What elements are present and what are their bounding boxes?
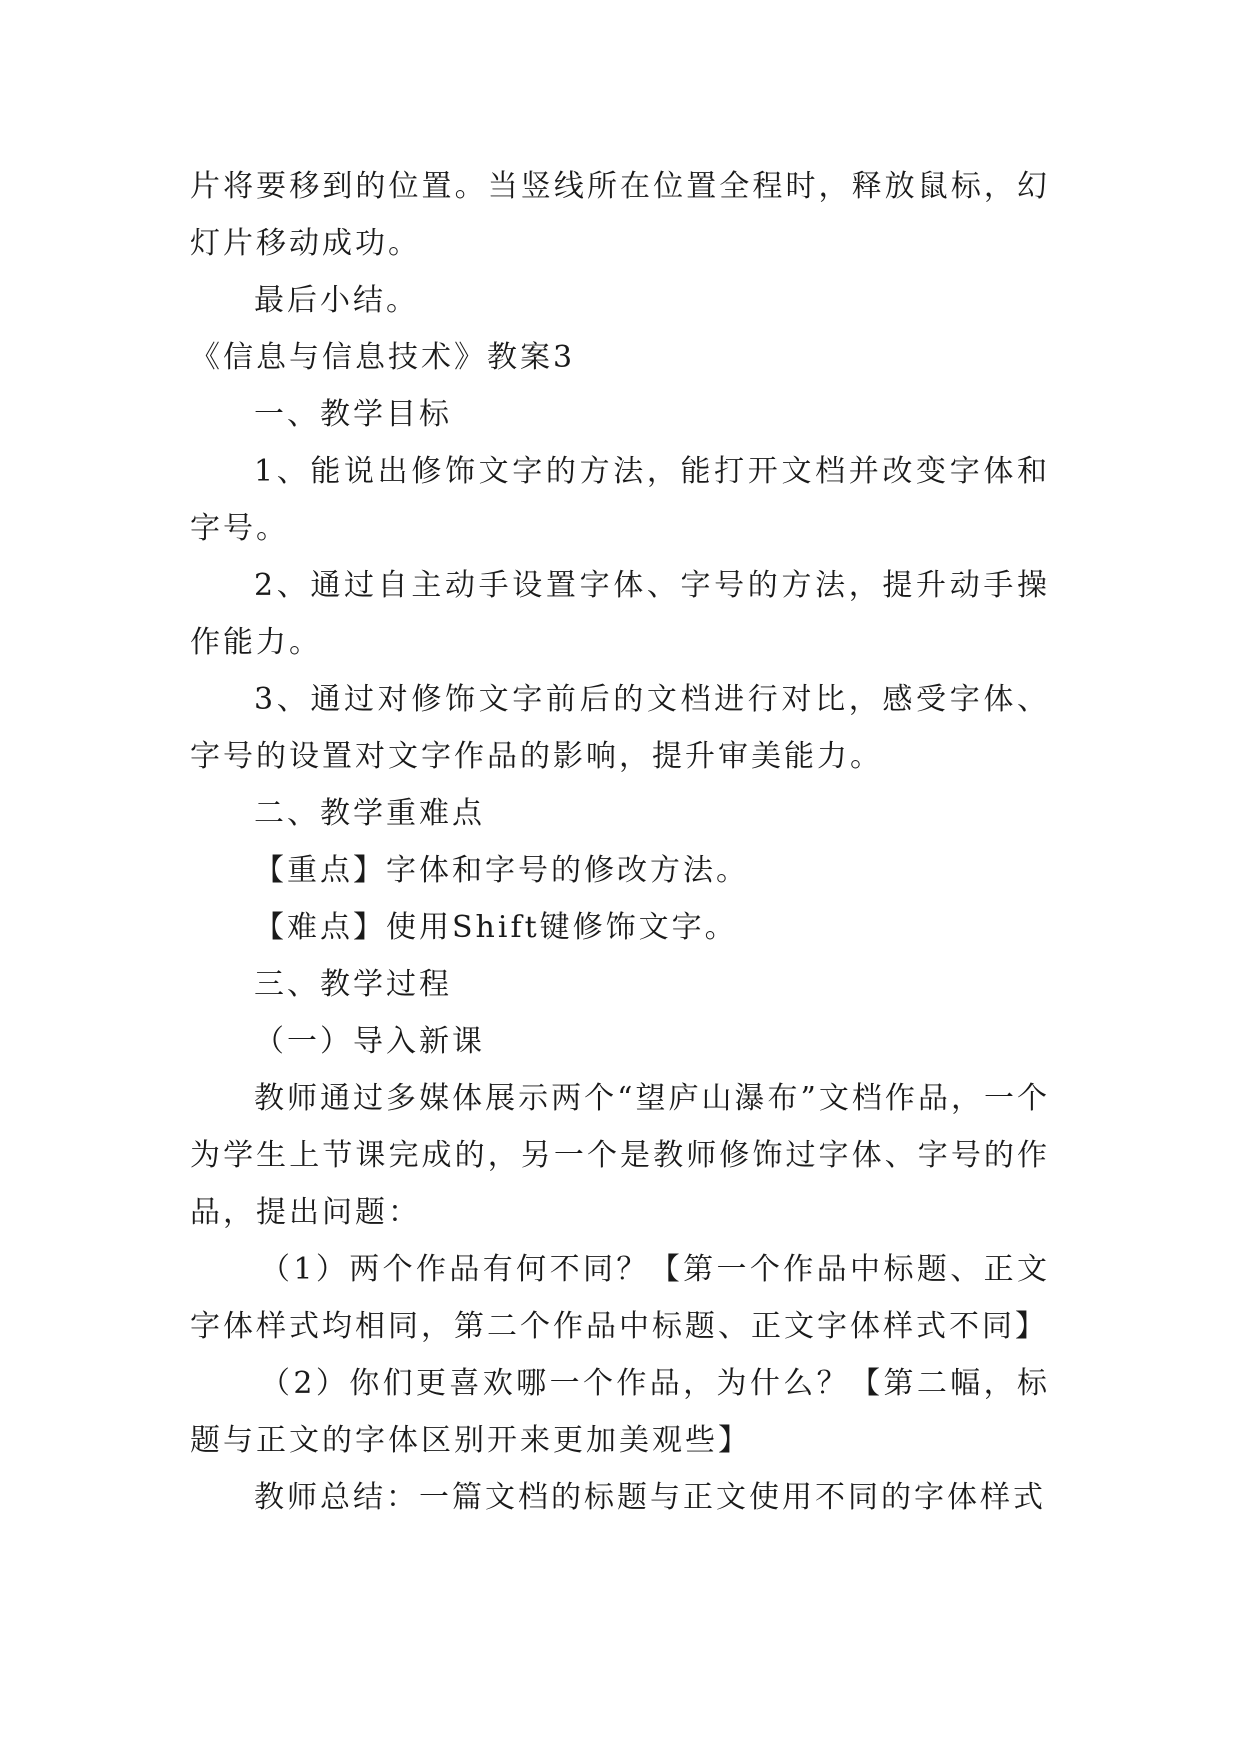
paragraph: 教师总结：一篇文档的标题与正文使用不同的字体样式 — [254, 1480, 1046, 1515]
goal-item: 2、通过自主动手设置字体、字号的方法，提升动手操作能力。 — [190, 568, 1050, 660]
subheading-intro: （一）导入新课 — [254, 1024, 485, 1059]
goal-item: 3、通过对修饰文字前后的文档进行对比，感受字体、字号的设置对文字作品的影响，提升审美能力。 — [190, 682, 1050, 774]
question-item: （2）你们更喜欢哪一个作品，为什么？【第二幅，标题与正文的字体区别开来更加美观些】 — [190, 1366, 1050, 1458]
paragraph: 片将要移到的位置。当竖线所在位置全程时，释放鼠标，幻灯片移动成功。 — [190, 169, 1050, 261]
section-title: 《信息与信息技术》教案3 — [190, 340, 576, 375]
heading-teaching-goals: 一、教学目标 — [254, 397, 452, 432]
paragraph: 教师通过多媒体展示两个“望庐山瀑布”文档作品，一个为学生上节课完成的，另一个是教师修饰过字体、字号的作品，提出问题： — [190, 1081, 1050, 1230]
difficulty-item: 【难点】使用Shift键修饰文字。 — [254, 910, 738, 945]
key-point-item: 【重点】字体和字号的修改方法。 — [254, 853, 749, 888]
document-body — [190, 158, 1050, 1526]
heading-key-points: 二、教学重难点 — [254, 796, 485, 831]
question-item: （1）两个作品有何不同？【第一个作品中标题、正文字体样式均相同，第二个作品中标题、正文字体样式不同】 — [190, 1252, 1050, 1344]
goal-item: 1、能说出修饰文字的方法，能打开文档并改变字体和字号。 — [190, 454, 1050, 546]
paragraph: 最后小结。 — [254, 283, 419, 318]
heading-teaching-process: 三、教学过程 — [254, 967, 452, 1002]
